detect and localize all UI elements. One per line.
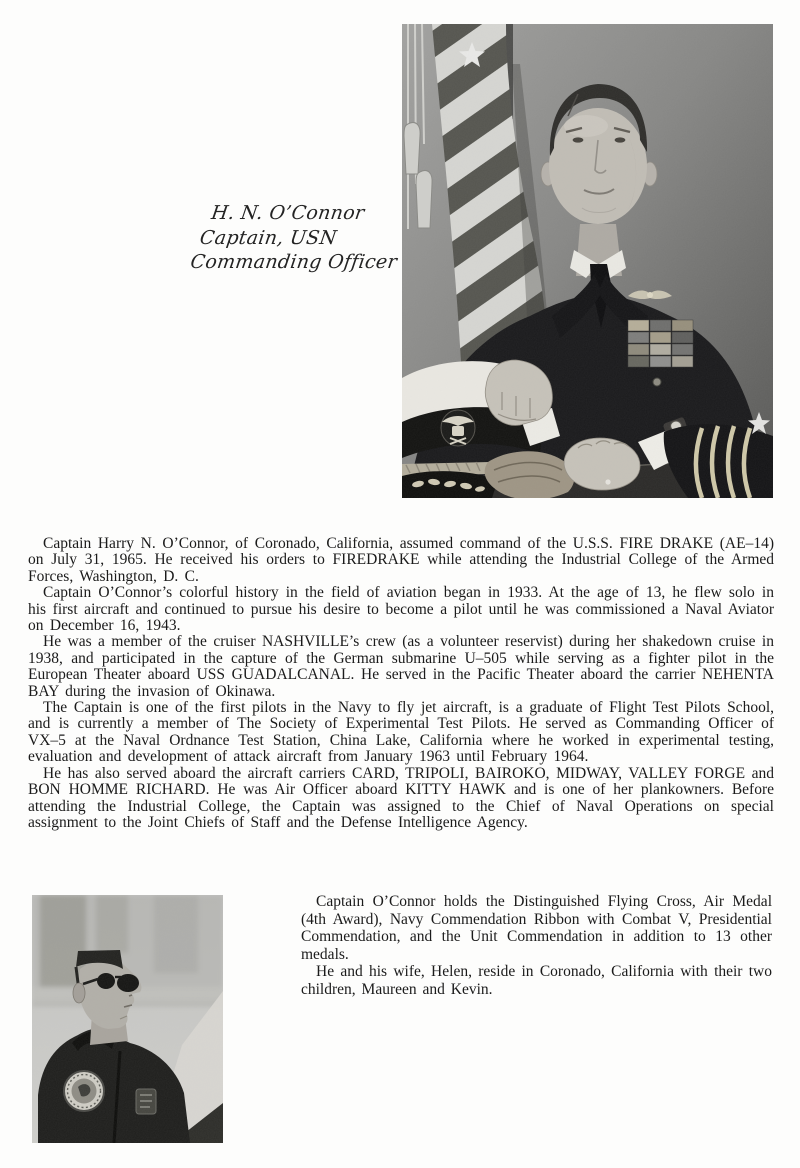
portrait-illustration bbox=[402, 24, 773, 498]
signature-title: Commanding Officer bbox=[189, 251, 399, 273]
biography-text bbox=[28, 536, 774, 831]
signature-block bbox=[189, 201, 429, 275]
bio-paragraph-5: He has also served aboard the aircraft carriers CARD, TRIPOLI, BAIROKO, MIDWAY, VALLEY FORGE and BON HOMME RICHARD. He was Air Officer aboard KITTY HAWK and is one of her plankowners. Before attending the Industrial College, the Captain was assigned to the Chief of Naval Operations on special assignment to the Joint Chiefs of Staff and the Defense Intelligence Agency. bbox=[28, 764, 774, 831]
photo-grain bbox=[32, 895, 223, 1143]
signature-rank: Captain, USN bbox=[198, 226, 339, 249]
photo-grain bbox=[402, 24, 773, 498]
candid-illustration bbox=[32, 895, 223, 1143]
awards-text bbox=[301, 893, 772, 999]
family-paragraph: He and his wife, Helen, reside in Coronado, California with their two children, Maureen and Kevin. bbox=[301, 963, 772, 998]
portrait-photo bbox=[402, 24, 773, 498]
signature-name: H. N. O’Connor bbox=[209, 202, 366, 224]
bio-paragraph-4: The Captain is one of the first pilots in the Navy to fly jet aircraft, is a graduate of Flight Test Pilots School, and is currently a member of The Society of Experimental Test Pilots. He served as Commanding Officer of VX–5 at the Naval Ordnance Test Station, China Lake, California where he worked in experimental testing, evaluation and development of attack aircraft from January 1963 until February 1964. bbox=[28, 699, 774, 766]
candid-photo bbox=[32, 895, 223, 1143]
bio-paragraph-2: Captain O’Connor’s colorful history in the field of aviation began in 1933. At the age of 13, he flew solo in his first aircraft and continued to pursue his desire to become a pilot until he was commissioned a Naval Aviator on December 16, 1943. bbox=[28, 584, 774, 635]
bio-paragraph-1: Captain Harry N. O’Connor, of Coronado, California, assumed command of the U.S.S. FIRE DRAKE (AE–14) on July 31, 1965. He received his orders to FIREDRAKE while attending the Industrial College of the Armed Forces, Washington, D. C. bbox=[28, 535, 774, 585]
awards-paragraph: Captain O’Connor holds the Distinguished Flying Cross, Air Medal (4th Award), Navy Commendation Ribbon with Combat V, Presidential Commendation, and the Unit Commendation in addition to 13 other medals. bbox=[301, 893, 772, 963]
bio-paragraph-3: He was a member of the cruiser NASHVILLE’s crew (as a volunteer reservist) during her shakedown cruise in 1938, and participated in the capture of the German submarine U–505 while serving as a fighter pilot in the European Theater aboard USS GUADALCANAL. He served in the Pacific Theater aboard the carrier NEHENTA BAY during the invasion of Okinawa. bbox=[28, 633, 774, 700]
